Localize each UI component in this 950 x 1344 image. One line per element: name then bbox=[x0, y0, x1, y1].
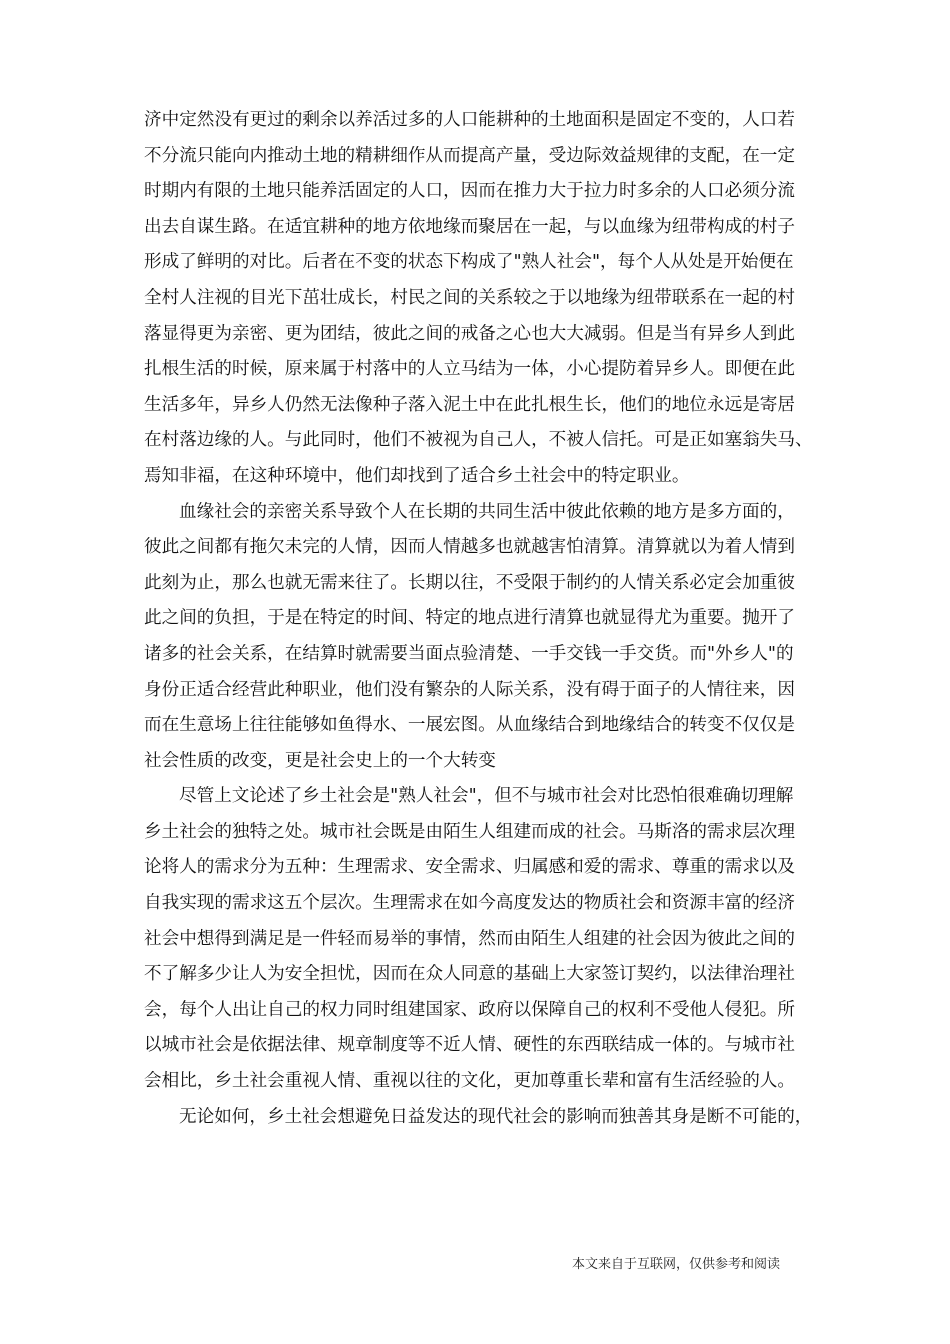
text-line: 济中定然没有更过的剩余以养活过多的人口能耕种的土地面积是固定不变的，人口若 bbox=[144, 110, 795, 130]
text-line: 而在生意场上往往能够如鱼得水、一展宏图。从血缘结合到地缘结合的转变不仅仅是 bbox=[144, 715, 795, 736]
text-line: 在村落边缘的人。与此同时，他们不被视为自己人，不被人信托。可是正如塞翁失马、 bbox=[144, 430, 813, 451]
paragraph-first-line: 无论如何，乡土社会想避免日益发达的现代社会的影响而独善其身是断不可能的， bbox=[179, 1106, 813, 1127]
paragraph-first-line: 尽管上文论述了乡土社会是"熟人社会"，但不与城市社会对比恐怕很难确切理解 bbox=[179, 786, 794, 807]
footer-note: 本文来自于互联网，仅供参考和阅读 bbox=[572, 1257, 781, 1272]
text-line: 会相比，乡土社会重视人情、重视以往的文化，更加尊重长辈和富有生活经验的人。 bbox=[144, 1071, 795, 1092]
text-line: 自我实现的需求这五个层次。生理需求在如今高度发达的物质社会和资源丰富的经济 bbox=[144, 893, 795, 914]
text-line: 落显得更为亲密、更为团结，彼此之间的戒备之心也大大减弱。但是当有异乡人到此 bbox=[144, 323, 795, 344]
text-line: 社会性质的改变，更是社会史上的一个大转变 bbox=[144, 750, 496, 771]
text-line: 诸多的社会关系，在结算时就需要当面点验清楚、一手交钱一手交货。而"外乡人"的 bbox=[144, 643, 794, 664]
text-line: 此刻为止，那么也就无需来往了。长期以往，不受限于制约的人情关系必定会加重彼 bbox=[144, 572, 795, 593]
text-line: 不了解多少让人为安全担忧，因而在众人同意的基础上大家签订契约，以法律治理社 bbox=[144, 964, 795, 985]
text-line: 形成了鲜明的对比。后者在不变的状态下构成了"熟人社会"，每个人从处是开始便在 bbox=[144, 252, 794, 273]
paragraph-first-line: 血缘社会的亲密关系导致个人在长期的共同生活中彼此依赖的地方是多方面的， bbox=[179, 501, 795, 522]
text-line: 扎根生活的时候，原来属于村落中的人立马结为一体，小心提防着异乡人。即便在此 bbox=[144, 359, 795, 380]
text-line: 生活多年，异乡人仍然无法像种子落入泥土中在此扎根生长，他们的地位永远是寄居 bbox=[144, 394, 795, 415]
text-line: 此之间的负担，于是在特定的时间、特定的地点进行清算也就显得尤为重要。抛开了 bbox=[144, 608, 795, 629]
text-line: 全村人注视的目光下茁壮成长，村民之间的关系较之于以地缘为纽带联系在一起的村 bbox=[144, 287, 795, 308]
text-line: 焉知非福，在这种环境中，他们却找到了适合乡土社会中的特定职业。 bbox=[144, 465, 690, 486]
text-line: 不分流只能向内推动土地的精耕细作从而提高产量，受边际效益规律的支配，在一定 bbox=[144, 145, 795, 166]
text-line: 论将人的需求分为五种：生理需求、安全需求、归属感和爱的需求、尊重的需求以及 bbox=[144, 857, 795, 878]
text-line: 社会中想得到满足是一件轻而易举的事情，然而由陌生人组建的社会因为彼此之间的 bbox=[144, 928, 795, 949]
text-line: 乡土社会的独特之处。城市社会既是由陌生人组建而成的社会。马斯洛的需求层次理 bbox=[144, 821, 795, 842]
text-line: 身份正适合经营此种职业，他们没有繁杂的人际关系，没有碍于面子的人情往来，因 bbox=[144, 679, 795, 700]
document-body bbox=[144, 103, 834, 1135]
text-line: 彼此之间都有拖欠未完的人情，因而人情越多也就越害怕清算。清算就以为着人情到 bbox=[144, 537, 795, 558]
text-line: 出去自谋生路。在适宜耕种的地方依地缘而聚居在一起，与以血缘为纽带构成的村子 bbox=[144, 216, 795, 237]
text-line: 会，每个人出让自己的权力同时组建国家、政府以保障自己的权利不受他人侵犯。所 bbox=[144, 999, 795, 1020]
text-line: 以城市社会是依据法律、规章制度等不近人情、硬性的东西联结成一体的。与城市社 bbox=[144, 1035, 795, 1056]
text-line: 时期内有限的土地只能养活固定的人口，因而在推力大于拉力时多余的人口必须分流 bbox=[144, 181, 795, 202]
